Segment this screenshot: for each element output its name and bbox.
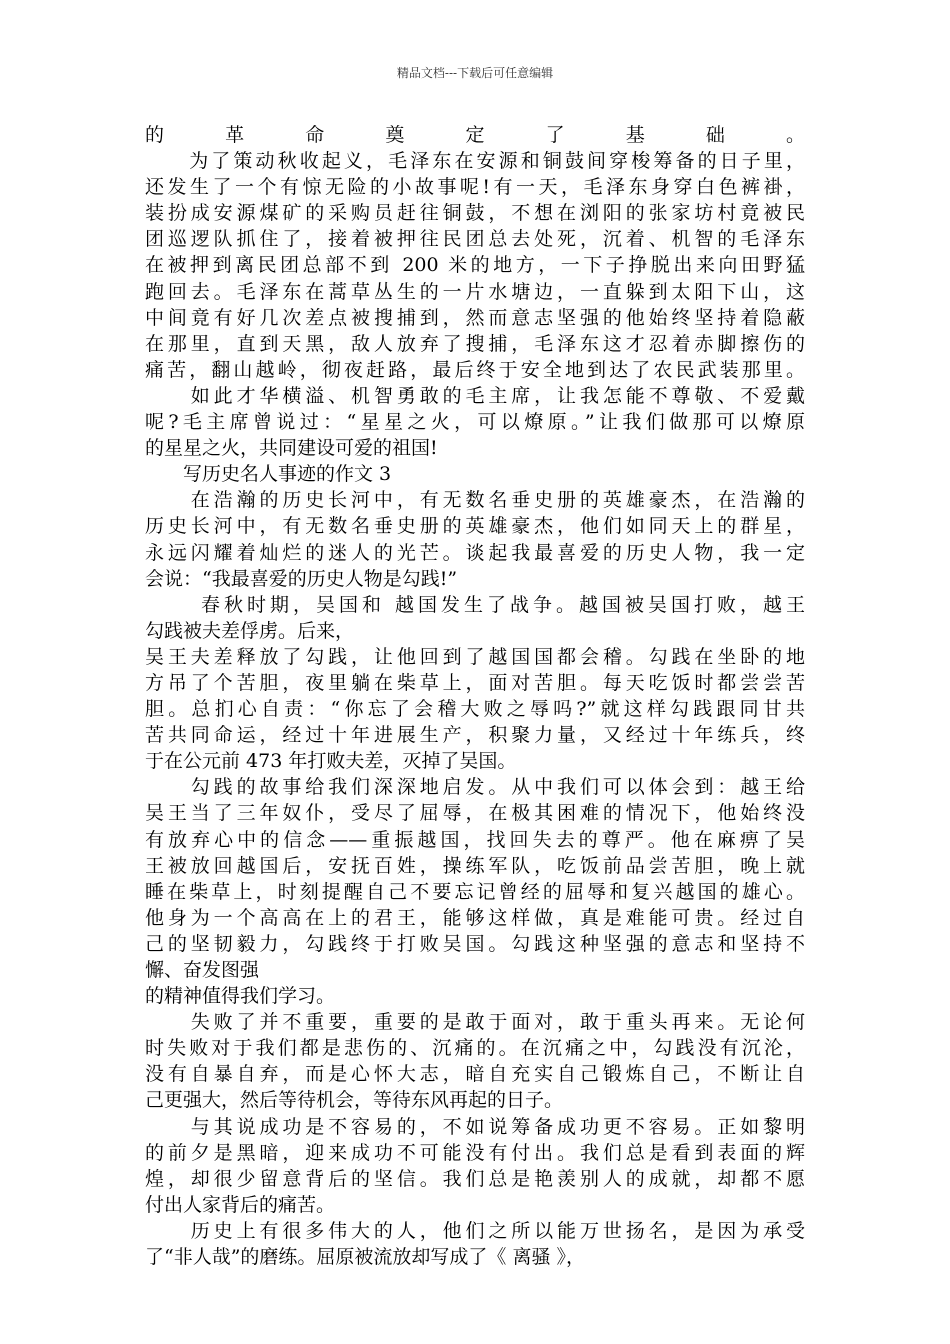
text-line: 还发生了一个有惊无险的小故事呢!有一天，毛泽东身穿白色裤褂，: [145, 176, 805, 199]
text-line: 王被放回越国后，安抚百姓，操练军队，吃饭前品尝苦胆，晚上就: [145, 854, 805, 877]
text-line: 历史上有很多伟大的人，他们之所以能万世扬名，是因为承受: [145, 1219, 805, 1242]
text-line: 与其说成功是不容易的，不如说筹备成功更不容易。正如黎明: [145, 1115, 805, 1138]
document-body: [145, 122, 805, 1270]
text-line: 方吊了个苦胆，夜里躺在柴草上，面对苦胆。每天吃饭时都尝尝苦: [145, 671, 805, 694]
text-line: 会说：“我最喜爱的历史人物是勾践!”: [145, 567, 458, 590]
text-line: 失败了并不重要，重要的是敢于面对，敢于重头再来。无论何: [145, 1011, 805, 1034]
text-line: 苦共同命运，经过十年进展生产，积聚力量，又经过十年练兵，终: [145, 724, 805, 747]
text-line: 的星星之火，共同建设可爱的祖国!: [145, 437, 438, 460]
text-line: 的精神值得我们学习。: [145, 985, 336, 1008]
text-line: 勾践被夫差俘虏。后来，: [145, 619, 355, 642]
text-line: 呢?毛主席曾说过：“星星之火，可以燎原。”让我们做那可以燎原: [145, 411, 805, 434]
text-line: 痛苦，翻山越岭，彻夜赶路，最后终于安全地到达了农民武装那里。: [145, 358, 805, 381]
text-line: 跑回去。毛泽东在蒿草丛生的一片水塘边，一直躲到太阳下山，这: [145, 280, 805, 303]
text-line: 胆。总扪心自责：“你忘了会稽大败之辱吗?”就这样勾践跟同甘共: [145, 698, 805, 721]
text-line: 团巡逻队抓住了，接着被押往民团总去处死，沉着、机智的毛泽东: [145, 228, 805, 251]
text-line: 在浩瀚的历史长河中，有无数名垂史册的英雄豪杰，在浩瀚的: [145, 489, 805, 512]
text-line: 勾践的故事给我们深深地启发。从中我们可以体会到：越王给: [145, 776, 805, 799]
text-line: 历史长河中，有无数名垂史册的英雄豪杰，他们如同天上的群星，: [145, 515, 805, 538]
text-line: 于在公元前 473 年打败夫差，灭掉了吴国。: [145, 750, 517, 773]
text-line: 的前夕是黑暗，迎来成功不可能没有付出。我们总是看到表面的辉: [145, 1141, 805, 1164]
text-line: 他身为一个高高在上的君王，能够这样做，真是难能可贵。经过自: [145, 906, 805, 929]
text-line: 的革命奠定了基础。: [145, 124, 805, 146]
text-line: 永远闪耀着灿烂的迷人的光芒。谈起我最喜爱的历史人物，我一定: [145, 541, 805, 564]
text-line: 懈、奋发图强: [145, 959, 260, 981]
text-line: 付出人家背后的痛苦。: [145, 1193, 336, 1216]
text-line: 了“非人哉”的磨练。屈原被流放却写成了《 离骚 》，: [145, 1246, 586, 1269]
section-title: 写历史名人事迹的作文 3: [145, 463, 392, 486]
text-line: 时失败对于我们都是悲伤的、沉痛的。在沉痛之中，勾践没有沉沦，: [145, 1037, 805, 1060]
text-line: 煌，却很少留意背后的坚信。我们总是艳羡别人的成就，却都不愿: [145, 1167, 805, 1190]
text-line: 春秋时期，吴国和 越国发生了战争。越国被吴国打败，越王: [145, 593, 805, 616]
text-line: 睡在柴草上，时刻提醒自己不要忘记曾经的屈辱和复兴越国的雄心。: [145, 880, 805, 903]
text-line: 己的坚韧毅力，勾践终于打败吴国。勾践这种坚强的意志和坚持不: [145, 932, 805, 955]
text-line: 己更强大，然后等待机会，等待东风再起的日子。: [145, 1089, 564, 1112]
text-line: 没有自暴自弃，而是心怀大志，暗自充实自己锻炼自己，不断让自: [145, 1063, 805, 1086]
text-line: 吴王夫差释放了勾践，让他回到了越国国都会稽。勾践在坐卧的地: [145, 645, 805, 668]
text-line: 在那里，直到天黑，敌人放弃了搜捕，毛泽东这才忍着赤脚擦伤的: [145, 332, 805, 355]
text-line: 如此才华横溢、机智勇敢的毛主席，让我怎能不尊敬、不爱戴: [145, 384, 805, 407]
text-line: 装扮成安源煤矿的采购员赶往铜鼓，不想在浏阳的张家坊村竟被民: [145, 202, 805, 225]
text-line: 在被押到离民团总部不到 200 米的地方，一下子挣脱出来向田野猛: [145, 254, 805, 277]
page-header: 精品文档---下载后可任意编辑: [396, 66, 554, 80]
text-line: 吴王当了三年奴仆，受尽了屈辱，在极其困难的情况下，他始终没: [145, 802, 805, 825]
text-line: 有放弃心中的信念——重振越国，找回失去的尊严。他在麻痹了吴: [145, 828, 805, 851]
text-line: 中间竟有好几次差点被搜捕到，然而意志坚强的他始终坚持着隐蔽: [145, 306, 805, 329]
text-line: 为了策动秋收起义，毛泽东在安源和铜鼓间穿梭筹备的日子里，: [145, 150, 805, 173]
